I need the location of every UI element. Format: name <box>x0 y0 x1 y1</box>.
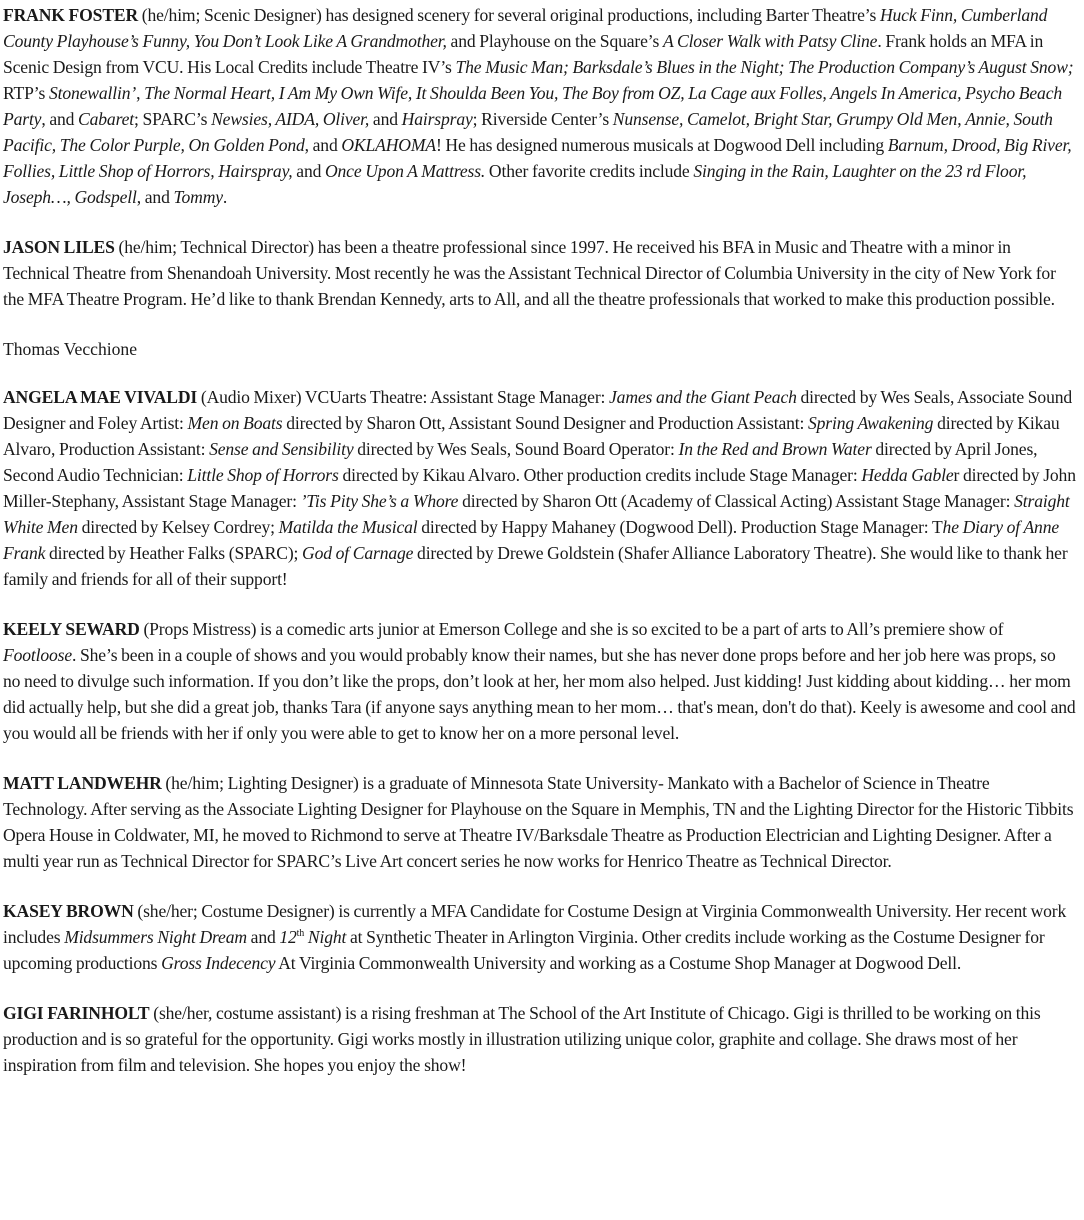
bio-paragraph <box>3 2 1076 210</box>
credit-title: The Music Man; Barksdale’s Blues in the Night; The Production Company’s August Snow; <box>455 57 1074 77</box>
bio-text: , <box>957 109 966 129</box>
bio-paragraph <box>3 898 1076 976</box>
bio-text: , and <box>41 109 79 129</box>
bio-paragraph <box>3 616 1076 746</box>
credit-title: Sense and Sensibility <box>209 439 354 459</box>
bio-text: (she/her; Costume Designer) is currently a MFA Candidate for Costume Design at Virginia Commonwealth University. Her recent work includes <box>3 901 1067 947</box>
credit-title: The Normal Heart, I Am My Own Wife, It Shoulda Been You, The Boy from OZ, La Cage aux Folles, Angels In America, Psycho Beach Party <box>3 83 1062 129</box>
credit-title: God of Carnage <box>302 543 414 563</box>
bio-text: directed by April Jones, Second Audio Technician: <box>3 439 1038 485</box>
bio-text: r directed by John Miller-Stephany, Assistant Stage Manager: <box>3 465 1076 511</box>
bio-text: directed by Wes Seals, Sound Board Operator: <box>353 439 679 459</box>
bio-text: at Synthetic Theater in Arlington Virginia. Other credits include working as the Costume Designer for upcoming productions <box>3 927 1045 973</box>
bio-text: RTP’s <box>3 83 49 103</box>
credit-title: Cabaret <box>78 109 135 129</box>
credit-title: Gross Indecency <box>161 953 276 973</box>
bio-name: MATT LANDWEHR <box>3 773 162 793</box>
credit-title: Men on Boats <box>187 413 283 433</box>
bio-text: (he/him; Technical Director) has been a theatre professional since 1997. He received his BFA in Music and Theatre with a minor in Technical Theatre from Shenandoah University. Most recently he was the Assistant Technical Director of Columbia University in the city of New York for the MFA Theatre Program. He’d like to thank Brendan Kennedy, arts to All, and all the theatre professionals that worked to make this production possible. <box>3 237 1056 309</box>
bio-text: Thomas Vecchione <box>3 339 138 359</box>
bio-text: and <box>369 109 402 129</box>
bio-text: . <box>222 187 228 207</box>
credit-title: Stonewallin’ <box>48 83 137 103</box>
credit-title: Singing in the Rain, Laughter on the 23 rd Floor, Joseph…, Godspell <box>3 161 1027 207</box>
bio-name: KASEY BROWN <box>3 901 134 921</box>
bio-text: . Frank holds an MFA in Scenic Design from VCU. His Local Credits include Theatre IV’s <box>3 31 1044 77</box>
ordinal-suffix: th <box>296 928 305 940</box>
bio-text: directed by Happy Mahaney (Dogwood Dell). Production Stage Manager: T <box>417 517 943 537</box>
credit-title: OKLAHOMA <box>341 135 436 155</box>
credit-title: Nunsense, Camelot, Bright Star, Grumpy Old Men <box>612 109 958 129</box>
credit-title: Footloose <box>3 645 73 665</box>
bio-text: , and <box>304 135 342 155</box>
credit-title: Night <box>304 927 347 947</box>
bio-text: Other favorite credits include <box>485 161 694 181</box>
bio-text: ; SPARC’s <box>134 109 212 129</box>
credit-title: Newsies, AIDA, Oliver, <box>211 109 370 129</box>
credit-title: In the Red and Brown Water <box>678 439 872 459</box>
bio-text: , and <box>136 187 174 207</box>
bio-text: and Playhouse on the Square’s <box>446 31 663 51</box>
bio-text: (Props Mistress) is a comedic arts junior at Emerson College and she is so excited to be a part of arts to All’s premiere show of <box>139 619 1004 639</box>
bio-text: (he/him; Scenic Designer) has designed scenery for several original productions, including Barter Theatre’s <box>138 5 880 25</box>
bio-paragraph <box>3 770 1076 874</box>
bio-name: JASON LILES <box>3 237 115 257</box>
bio-text: and <box>246 927 280 947</box>
bio-text: directed by Heather Falks (SPARC); <box>45 543 303 563</box>
standalone-name <box>3 336 1076 362</box>
bio-text: directed by Wes Seals, Associate Sound Designer and Foley Artist: <box>3 387 1073 433</box>
bio-name: KEELY SEWARD <box>3 619 140 639</box>
credit-title: he Diary of Anne Frank <box>3 517 1060 563</box>
credit-title: Little Shop of Horrors <box>187 465 339 485</box>
credit-title: James and the Giant Peach <box>609 387 797 407</box>
bio-name: GIGI FARINHOLT <box>3 1003 150 1023</box>
credit-title: ’Tis Pity She’s a Whore <box>300 491 459 511</box>
bio-paragraph <box>3 384 1076 592</box>
bio-text: directed by Sharon Ott (Academy of Classical Acting) Assistant Stage Manager: <box>458 491 1015 511</box>
bio-text: directed by Kikau Alvaro, Production Assistant: <box>3 413 1060 459</box>
credit-title: Matilda the Musical <box>278 517 418 537</box>
credit-title: Huck Finn, Cumberland County Playhouse’s Funny, You Don’t Look Like A Grandmother, <box>3 5 1048 51</box>
bio-text: ; Riverside Center’s <box>472 109 613 129</box>
bio-text: directed by Kikau Alvaro. Other production credits include Stage Manager: <box>338 465 862 485</box>
bio-text: and <box>292 161 325 181</box>
credit-title: Straight White Men <box>3 491 1070 537</box>
bio-text: ! He has designed numerous musicals at Dogwood Dell including <box>435 135 888 155</box>
bio-text: directed by Kelsey Cordrey; <box>77 517 279 537</box>
bio-paragraph <box>3 234 1076 312</box>
bio-text: . She’s been in a couple of shows and you would probably know their names, but she has never done props before and her job here was props, so no need to divulge such information. If you don’t like the props, don’t look at her, her mom also helped. Just kidding! Just kidding about kidding… her mom did actually help, but she did a great job, thanks Tara (if anyone says anything mean to her mom… that's mean, don't do that). Keely is awesome and cool and you would all be friends with her if only you were able to get to know her on a more personal level. <box>3 645 1076 743</box>
bio-text: (Audio Mixer) VCUarts Theatre: Assistant Stage Manager: <box>197 387 610 407</box>
bio-text: (she/her, costume assistant) is a rising freshman at The School of the Art Institute of Chicago. Gigi is thrilled to be working on this production and is so grateful for the opportunity. Gigi works mostly in illustration utilizing unique color, graphite and collage. She draws most of her inspiration from film and television. She hopes you enjoy the show! <box>3 1003 1041 1075</box>
credit-title: Annie, South Pacific, The Color Purple, On Golden Pond <box>3 109 1053 155</box>
bio-text: , <box>136 83 145 103</box>
bio-text: directed by Drewe Goldstein (Shafer Alliance Laboratory Theatre). She would like to thank her family and friends for all of their support! <box>3 543 1068 589</box>
bio-text: (he/him; Lighting Designer) is a graduate of Minnesota State University- Mankato with a Bachelor of Science in Theatre Technology. After serving as the Associate Lighting Designer for Playhouse on the Square in Memphis, TN and the Lighting Director for the Historic Tibbits Opera House in Coldwater, MI, he moved to Richmond to serve at Theatre IV/Barksdale Theatre as Production Electrician and Lighting Designer. After a multi year run as Technical Director for SPARC’s Live Art concert series he now works for Henrico Theatre as Technical Director. <box>3 773 1074 871</box>
bio-text: directed by Sharon Ott, Assistant Sound Designer and Production Assistant: <box>282 413 809 433</box>
credit-title: 12 <box>279 927 297 947</box>
bio-name: FRANK FOSTER <box>3 5 139 25</box>
credit-title: Once Upon A Mattress. <box>324 161 486 181</box>
credit-title: A Closer Walk with Patsy Cline <box>662 31 878 51</box>
bio-name: ANGELA MAE VIVALDI <box>3 387 198 407</box>
credit-title: Hairspray <box>401 109 473 129</box>
credit-title: Barnum, Drood, Big River, Follies, Little Shop of Horrors, Hairspray, <box>3 135 1072 181</box>
credit-title: Spring Awakening <box>808 413 934 433</box>
credit-title: Midsummers Night Dream <box>64 927 247 947</box>
bio-paragraph <box>3 1000 1076 1078</box>
credit-title: Tommy <box>173 187 223 207</box>
credit-title: Hedda Gable <box>861 465 954 485</box>
bio-text: At Virginia Commonwealth University and working as a Costume Shop Manager at Dogwood Dell. <box>275 953 962 973</box>
